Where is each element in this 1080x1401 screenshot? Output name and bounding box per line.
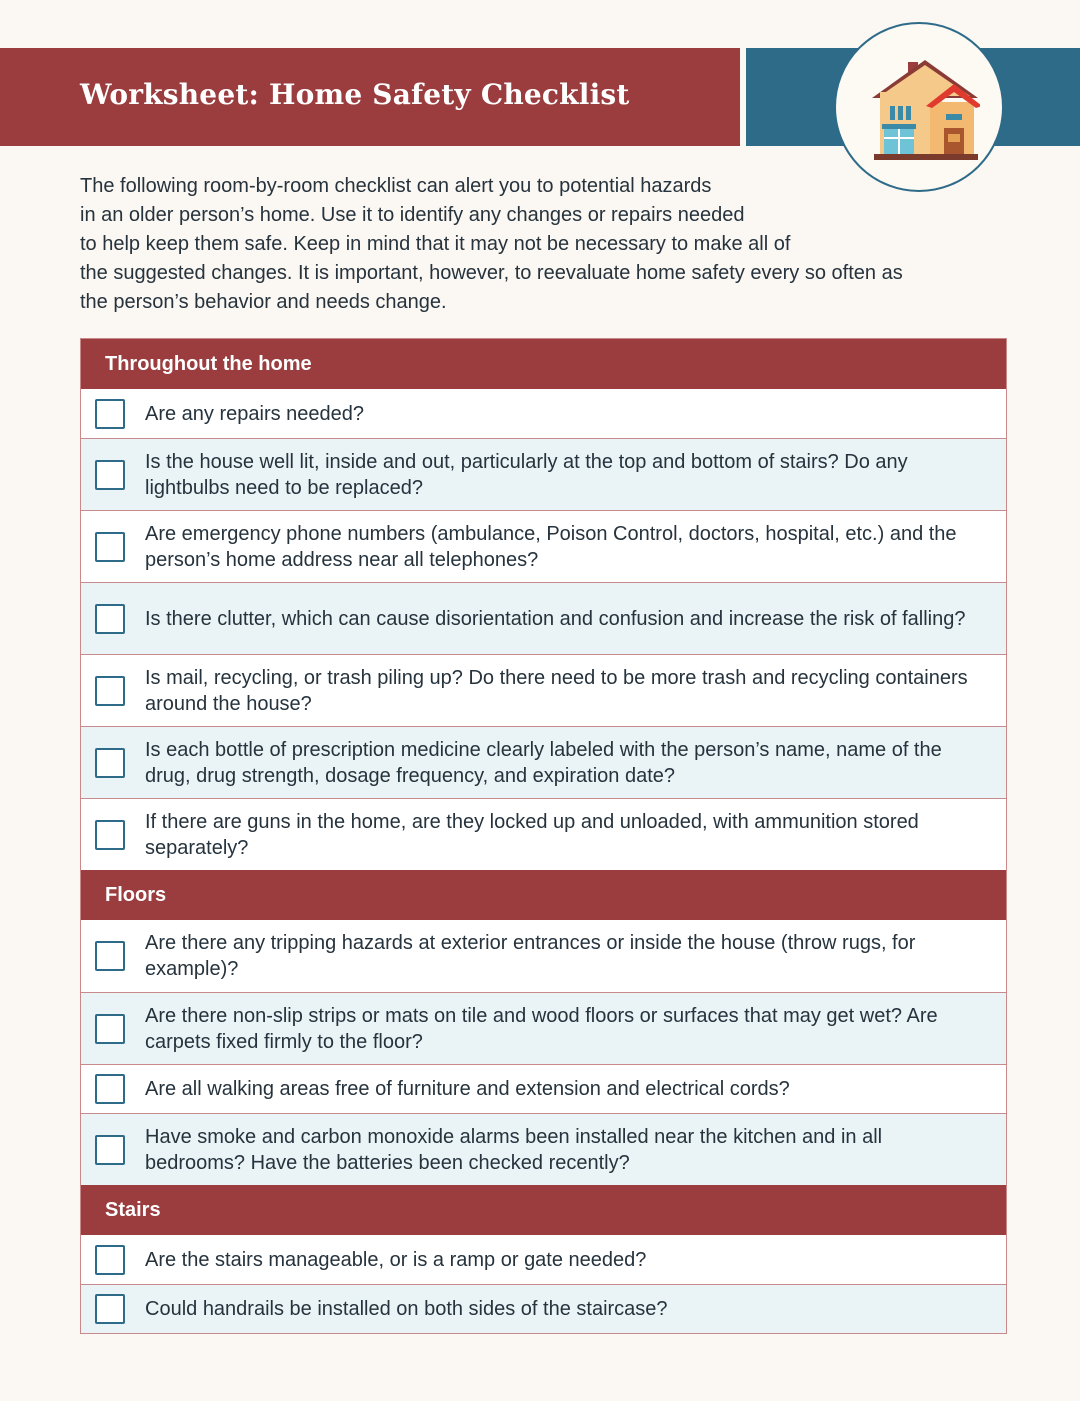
- checklist-row: [81, 726, 1006, 798]
- checklist-row: [81, 798, 1006, 870]
- section-header-floors: Floors: [81, 870, 1006, 920]
- checklist-row: [81, 654, 1006, 726]
- checklist-item-text: Are emergency phone numbers (ambulance, Poison Control, doctors, hospital, etc.) and the person’s home address near all telephones?: [145, 522, 957, 571]
- section-header-throughout: Throughout the home: [81, 339, 1006, 389]
- intro-text: [80, 172, 1015, 317]
- checkbox[interactable]: [95, 604, 125, 634]
- checklist-row: [81, 438, 1006, 510]
- checkbox[interactable]: [95, 1245, 125, 1275]
- intro-line: the suggested changes. It is important, however, to reevaluate home safety every so often as: [80, 262, 903, 284]
- checklist-item-text: Have smoke and carbon monoxide alarms been installed near the kitchen and in all bedrooms? Have the batteries been checked recently?: [145, 1125, 883, 1174]
- checkbox[interactable]: [95, 399, 125, 429]
- checklist-item-text: Are the stairs manageable, or is a ramp or gate needed?: [145, 1248, 647, 1271]
- checklist-item-text: Are any repairs needed?: [145, 402, 365, 425]
- checklist-item-text: Is the house well lit, inside and out, particularly at the top and bottom of stairs? Do any lightbulbs need to be replaced?: [145, 450, 908, 499]
- checklist-row: [81, 1113, 1006, 1185]
- house-icon: [870, 52, 980, 162]
- checkbox[interactable]: [95, 1135, 125, 1165]
- checkbox[interactable]: [95, 1014, 125, 1044]
- checklist-row: [81, 992, 1006, 1064]
- checkbox[interactable]: [95, 748, 125, 778]
- checklist-row: [81, 1284, 1006, 1333]
- intro-line: in an older person’s home. Use it to identify any changes or repairs needed: [80, 204, 745, 226]
- checklist-item-text: Are all walking areas free of furniture and extension and electrical cords?: [145, 1078, 790, 1100]
- checklist-item-text: Is each bottle of prescription medicine clearly labeled with the person’s name, name of the drug, drug strength, dosage frequency, and expiration date?: [145, 738, 942, 787]
- checkbox[interactable]: [95, 532, 125, 562]
- checklist-row: [81, 920, 1006, 992]
- checklist-row: [81, 1064, 1006, 1113]
- intro-line: The following room-by-room checklist can alert you to potential hazards: [80, 175, 712, 197]
- checkbox[interactable]: [95, 1074, 125, 1104]
- checkbox[interactable]: [95, 941, 125, 971]
- checklist-item-text: Are there non-slip strips or mats on tile and wood floors or surfaces that may get wet? Are carpets fixed firmly to the floor?: [145, 1004, 938, 1053]
- checklist-row: [81, 389, 1006, 438]
- checkbox[interactable]: [95, 676, 125, 706]
- checklist-item-text: Is mail, recycling, or trash piling up? Do there need to be more trash and recycling containers around the house?: [145, 666, 968, 715]
- intro-line: the person’s behavior and needs change.: [80, 291, 447, 313]
- checklist-row: [81, 510, 1006, 582]
- checklist-item-text: If there are guns in the home, are they locked up and unloaded, with ammunition stored separately?: [145, 810, 919, 859]
- checklist-table: [80, 338, 1007, 1334]
- checklist-item-text: Are there any tripping hazards at exterior entrances or inside the house (throw rugs, for example)?: [145, 932, 916, 980]
- checkbox[interactable]: [95, 820, 125, 850]
- page-title: Worksheet: Home Safety Checklist: [80, 78, 630, 111]
- checklist-item-text: Could handrails be installed on both sides of the staircase?: [145, 1298, 668, 1320]
- checkbox[interactable]: [95, 1294, 125, 1324]
- section-header-stairs: Stairs: [81, 1185, 1006, 1235]
- checklist-row: [81, 582, 1006, 654]
- house-badge: [834, 22, 1004, 192]
- checklist-item-text: Is there clutter, which can cause disorientation and confusion and increase the risk of falling?: [145, 607, 966, 630]
- checkbox[interactable]: [95, 460, 125, 490]
- intro-line: to help keep them safe. Keep in mind that it may not be necessary to make all of: [80, 233, 791, 255]
- checklist-row: [81, 1235, 1006, 1284]
